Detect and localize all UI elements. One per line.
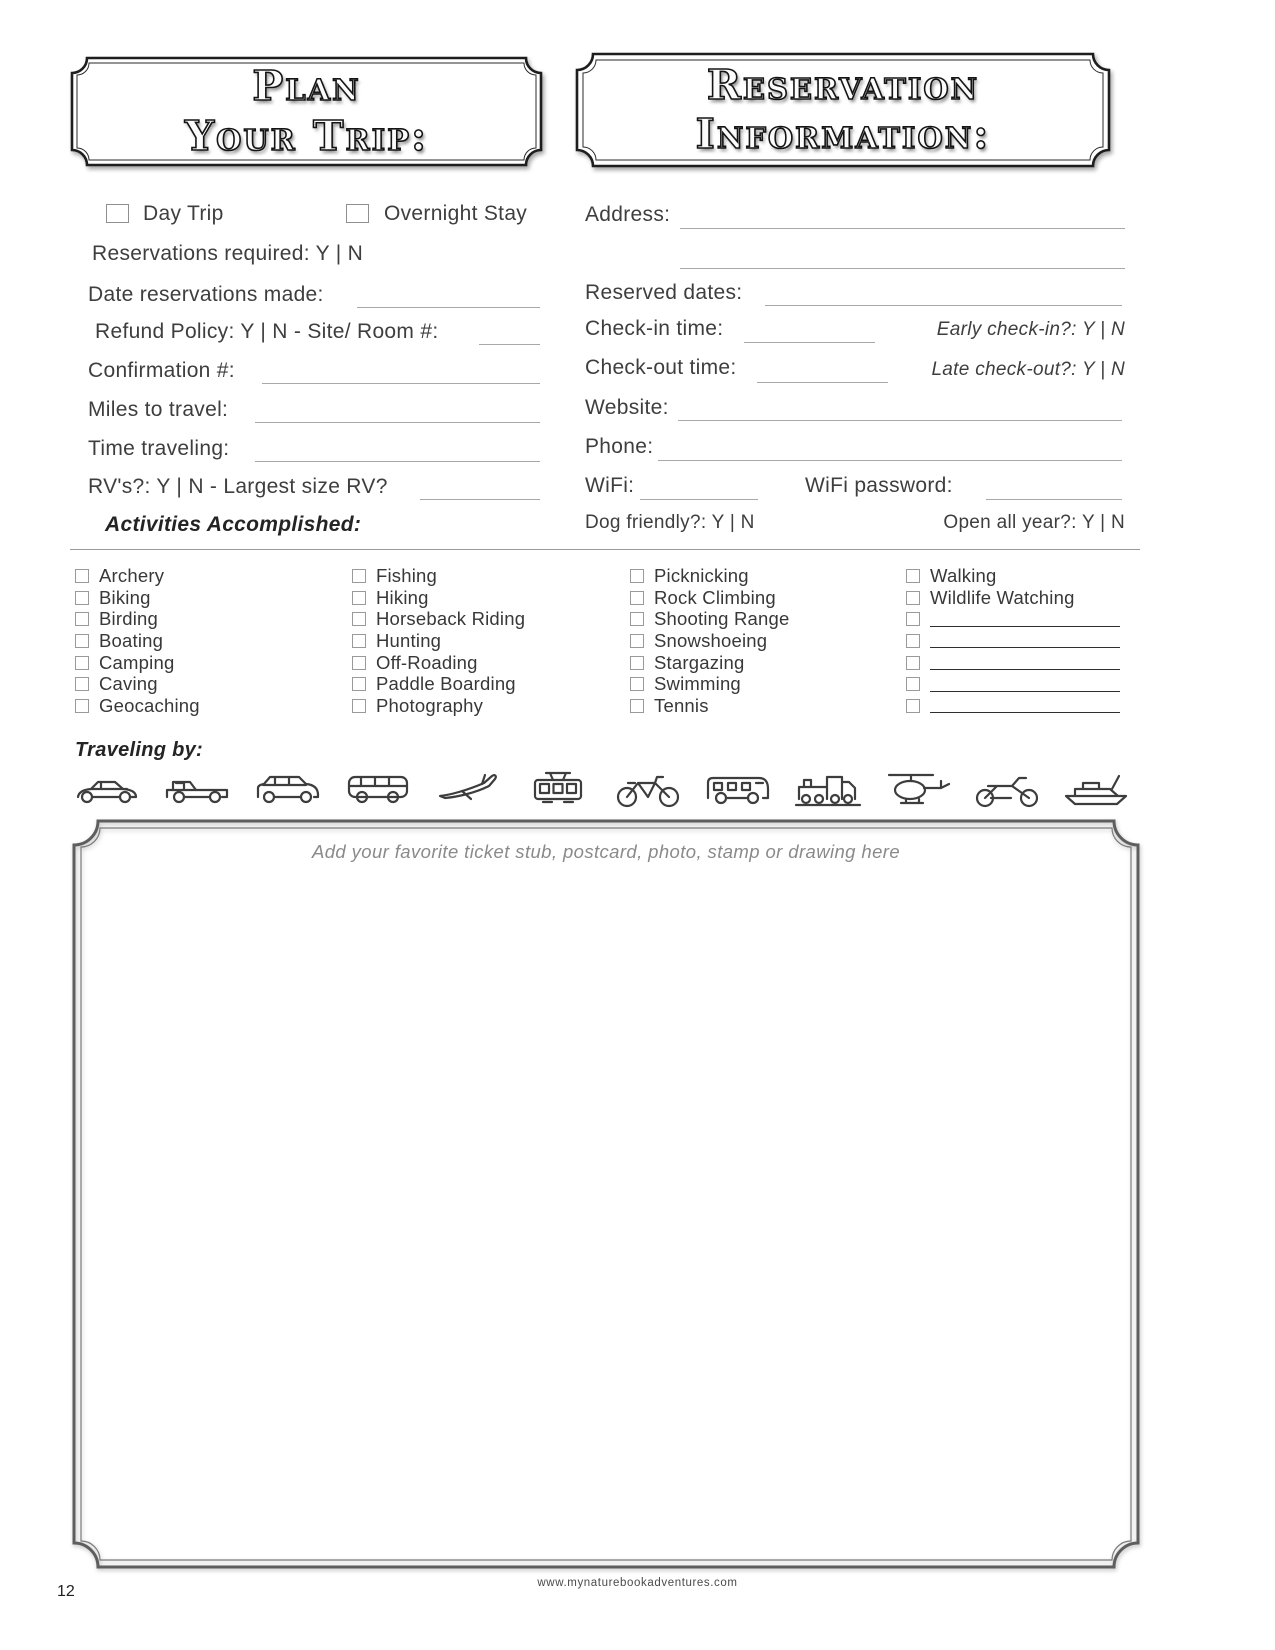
check-in-time-label: Check-in time: <box>585 317 724 340</box>
activity-row <box>630 630 790 652</box>
activity-checkbox[interactable] <box>352 677 366 691</box>
pickup-truck-icon <box>162 769 236 809</box>
scrapbook-caption: Add your favorite ticket stub, postcard, photo, stamp or drawing here <box>311 841 901 862</box>
activity-write-in-line[interactable] <box>930 698 1120 713</box>
activity-row <box>352 652 525 674</box>
activity-label: Boating <box>99 629 164 651</box>
activity-checkbox[interactable] <box>906 591 920 605</box>
page-title-plan <box>68 54 545 169</box>
activity-checkbox[interactable] <box>630 591 644 605</box>
activity-label: Hunting <box>376 629 442 651</box>
early-check-in-label: Early check-in?: Y | N <box>936 319 1125 340</box>
traveling-by-heading: Traveling by: <box>75 739 204 761</box>
activity-row <box>630 652 790 674</box>
activity-checkbox[interactable] <box>906 634 920 648</box>
activity-label: Shooting Range <box>654 608 790 630</box>
largest-rv-line[interactable] <box>420 499 540 500</box>
motorcycle-icon <box>970 769 1044 809</box>
reserved-dates-line[interactable] <box>765 305 1122 306</box>
activity-write-in-line[interactable] <box>930 677 1120 692</box>
phone-line[interactable] <box>658 460 1122 461</box>
time-traveling-label: Time traveling: <box>88 437 230 460</box>
confirmation-line[interactable] <box>262 383 540 384</box>
camper-van-icon <box>341 769 415 809</box>
rvs-label: RV's?: Y | N - Largest size RV? <box>88 475 388 498</box>
activity-label: Tennis <box>654 694 709 716</box>
open-all-year-label: Open all year?: Y | N <box>943 512 1125 533</box>
activity-label: Picknicking <box>654 564 749 586</box>
activity-label: Walking <box>930 564 997 586</box>
title-line: Information: <box>695 110 991 158</box>
activity-label: Birding <box>99 608 158 630</box>
activity-row <box>352 565 525 587</box>
activity-row <box>75 652 200 674</box>
activity-checkbox[interactable] <box>630 612 644 626</box>
activity-row <box>630 695 790 717</box>
activity-checkbox[interactable] <box>352 569 366 583</box>
date-reservations-made-line[interactable] <box>357 307 540 308</box>
activity-checkbox[interactable] <box>630 569 644 583</box>
airplane-icon <box>431 769 505 809</box>
day-trip-checkbox[interactable] <box>106 204 129 223</box>
reservation-information-plaque <box>573 50 1113 170</box>
steam-train-icon <box>791 769 865 809</box>
overnight-stay-label: Overnight Stay <box>384 202 528 225</box>
day-trip-label: Day Trip <box>143 202 224 225</box>
activity-row <box>906 608 1120 630</box>
activity-row <box>352 673 525 695</box>
activity-label: Archery <box>99 564 165 586</box>
reservations-required-label: Reservations required: Y | N <box>92 242 364 265</box>
activity-row <box>75 587 200 609</box>
activity-row <box>352 695 525 717</box>
activity-checkbox[interactable] <box>630 634 644 648</box>
school-bus-icon <box>701 769 775 809</box>
sedan-car-icon <box>72 769 146 809</box>
activity-label: Off-Roading <box>376 651 478 673</box>
activity-write-in-line[interactable] <box>930 655 1120 670</box>
activity-label: Swimming <box>654 673 741 695</box>
activity-row <box>906 565 1120 587</box>
activity-checkbox[interactable] <box>630 699 644 713</box>
scrapbook-area[interactable] <box>70 817 1142 1571</box>
yacht-icon <box>1060 769 1134 809</box>
address-label: Address: <box>585 203 671 226</box>
refund-policy-label: Refund Policy: Y | N - Site/ Room #: <box>95 320 439 343</box>
activity-label: Snowshoeing <box>654 629 768 651</box>
section-divider <box>70 549 1140 550</box>
wifi-password-line[interactable] <box>986 499 1122 500</box>
activity-checkbox[interactable] <box>75 699 89 713</box>
phone-label: Phone: <box>585 435 654 458</box>
vehicle-icon-row <box>72 768 1134 810</box>
overnight-stay-checkbox[interactable] <box>346 204 369 223</box>
date-reservations-made-label: Date reservations made: <box>88 283 324 306</box>
website-label: Website: <box>585 396 669 419</box>
address-line-1[interactable] <box>680 228 1125 229</box>
activity-write-in-line[interactable] <box>930 633 1120 648</box>
activity-row <box>352 630 525 652</box>
helicopter-icon <box>880 769 954 809</box>
activities-column-2 <box>352 565 525 717</box>
dog-friendly-label: Dog friendly?: Y | N <box>585 512 755 533</box>
activity-checkbox[interactable] <box>75 677 89 691</box>
activity-row <box>906 587 1120 609</box>
activity-row <box>352 587 525 609</box>
activity-row <box>75 695 200 717</box>
activity-checkbox[interactable] <box>75 656 89 670</box>
activity-label: Biking <box>99 586 151 608</box>
activity-label: Wildlife Watching <box>930 586 1075 608</box>
activity-row <box>630 608 790 630</box>
activities-column-3 <box>630 565 790 717</box>
activity-row <box>75 630 200 652</box>
activity-label: Paddle Boarding <box>376 673 516 695</box>
activity-checkbox[interactable] <box>352 612 366 626</box>
activity-row <box>630 565 790 587</box>
activity-checkbox[interactable] <box>352 656 366 670</box>
activity-checkbox[interactable] <box>906 612 920 626</box>
time-traveling-line[interactable] <box>255 461 540 462</box>
miles-to-travel-line[interactable] <box>255 422 540 423</box>
activity-row <box>630 587 790 609</box>
address-line-2[interactable] <box>680 268 1125 269</box>
activity-checkbox[interactable] <box>906 656 920 670</box>
activity-label: Hiking <box>376 586 429 608</box>
activities-accomplished-heading: Activities Accomplished: <box>105 513 362 536</box>
activity-label: Geocaching <box>99 694 200 716</box>
title-line: Reservation <box>706 60 980 109</box>
activity-checkbox[interactable] <box>906 677 920 691</box>
activity-label: Horseback Riding <box>376 608 526 630</box>
footer-website-url: www.mynaturebookadventures.com <box>537 1577 738 1589</box>
website-line[interactable] <box>678 420 1122 421</box>
activity-row <box>906 695 1120 717</box>
check-out-time-line[interactable] <box>757 382 888 383</box>
activity-checkbox[interactable] <box>75 612 89 626</box>
activity-checkbox[interactable] <box>630 656 644 670</box>
activity-label: Camping <box>99 651 175 673</box>
activity-label: Stargazing <box>654 651 745 673</box>
confirmation-label: Confirmation #: <box>88 359 235 382</box>
activity-write-in-line[interactable] <box>930 612 1120 627</box>
activity-checkbox[interactable] <box>630 677 644 691</box>
wifi-label: WiFi: <box>585 474 635 497</box>
activity-row <box>75 608 200 630</box>
wifi-password-label: WiFi password: <box>805 474 953 497</box>
page-number: 12 <box>57 1583 75 1600</box>
activity-row <box>352 608 525 630</box>
activities-column-4 <box>906 565 1120 717</box>
activity-checkbox[interactable] <box>906 699 920 713</box>
activity-row <box>75 673 200 695</box>
page-title-reservation <box>573 50 1113 170</box>
activity-checkbox[interactable] <box>352 699 366 713</box>
late-check-out-label: Late check-out?: Y | N <box>931 359 1125 380</box>
wifi-line[interactable] <box>640 499 758 500</box>
title-line: Your Trip: <box>184 111 429 160</box>
miles-to-travel-label: Miles to travel: <box>88 398 229 421</box>
plan-your-trip-plaque <box>68 54 545 169</box>
activity-checkbox[interactable] <box>75 591 89 605</box>
activity-checkbox[interactable] <box>906 569 920 583</box>
scrapbook-frame <box>70 817 1142 1571</box>
activity-row <box>75 565 200 587</box>
site-room-line[interactable] <box>479 344 540 345</box>
activity-label: Rock Climbing <box>654 586 776 608</box>
suv-icon <box>252 769 326 809</box>
activity-label: Caving <box>99 673 158 695</box>
activity-label: Fishing <box>376 564 438 586</box>
activity-checkbox[interactable] <box>75 634 89 648</box>
activity-checkbox[interactable] <box>352 634 366 648</box>
activity-row <box>630 673 790 695</box>
check-in-time-line[interactable] <box>744 342 875 343</box>
check-out-time-label: Check-out time: <box>585 356 737 379</box>
activity-checkbox[interactable] <box>75 569 89 583</box>
activities-column-1 <box>75 565 200 717</box>
activity-checkbox[interactable] <box>352 591 366 605</box>
activity-label: Photography <box>376 694 484 716</box>
title-line: Plan <box>252 62 361 111</box>
bicycle-icon <box>611 769 685 809</box>
tram-icon <box>521 769 595 809</box>
reserved-dates-label: Reserved dates: <box>585 281 743 304</box>
activity-row <box>906 630 1120 652</box>
activity-row <box>906 673 1120 695</box>
activity-row <box>906 652 1120 674</box>
